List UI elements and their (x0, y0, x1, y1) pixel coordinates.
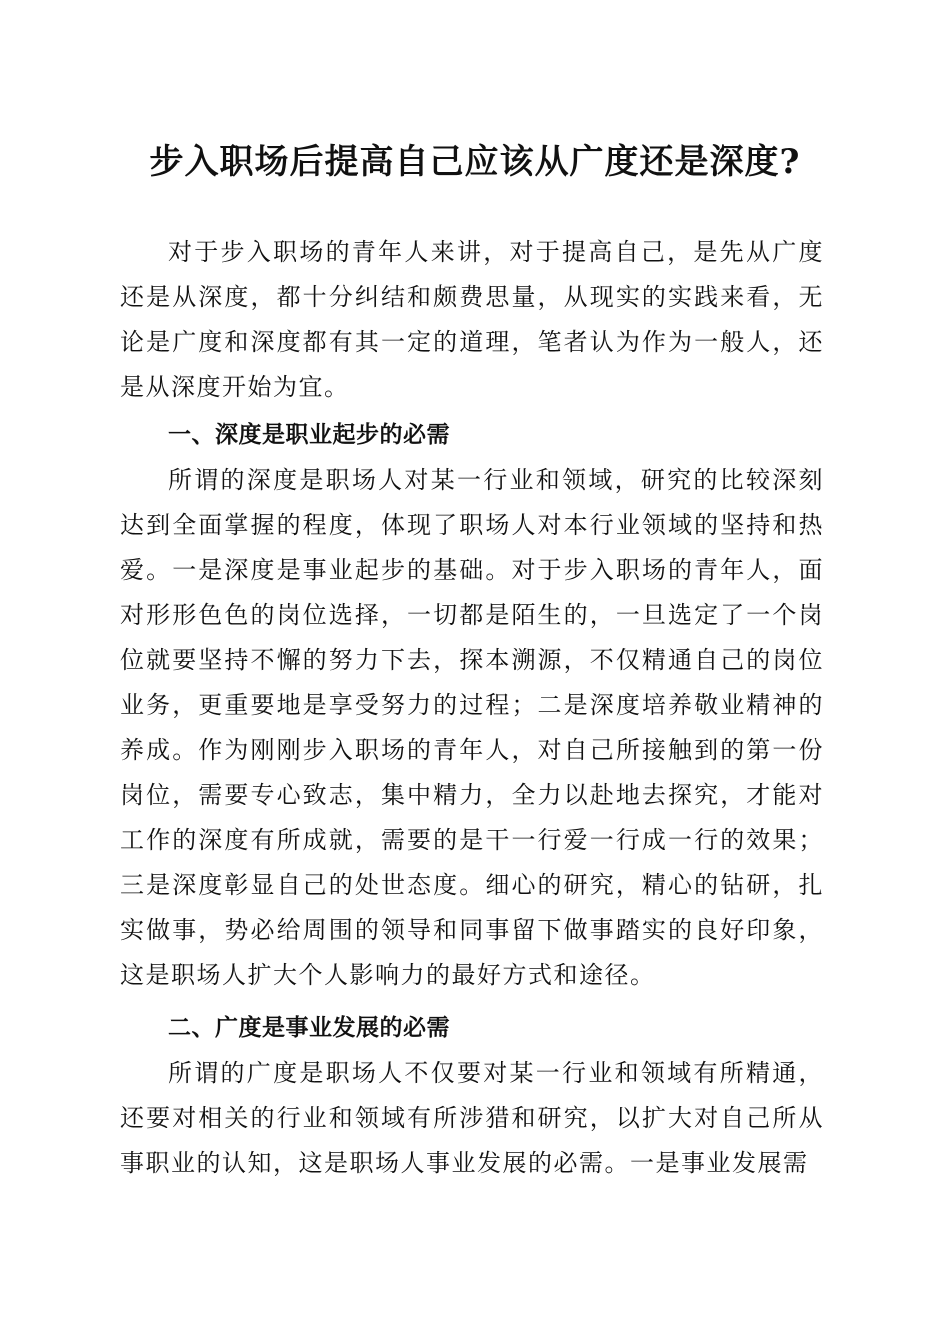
section-heading-breadth: 二、广度是事业发展的必需 (168, 1015, 450, 1041)
intro-paragraph: 对于步入职场的青年人来讲，对于提高自己，是先从广度还是从深度，都十分纠结和颇费思量，从现实的实践来看，无论是广度和深度都有其一定的道理，笔者认为作为一般人，还是从深度开始为宜。 (120, 238, 824, 401)
document-body (120, 230, 824, 1186)
section-body-breadth: 所谓的广度是职场人不仅要对某一行业和领域有所精通，还要对相关的行业和领域有所涉猎和研究，以扩大对自己所从事职业的认知，这是职场人事业发展的必需。一是事业发展需 (120, 1059, 824, 1177)
document-title: 步入职场后提高自己应该从广度还是深度? (149, 142, 801, 182)
section-body-depth: 所谓的深度是职场人对某一行业和领域，研究的比较深刻达到全面掌握的程度，体现了职场人对本行业领域的坚持和热爱。一是深度是事业起步的基础。对于步入职场的青年人，面对形形色色的岗位选择，一切都是陌生的，一旦选定了一个岗位就要坚持不懈的努力下去，探本溯源，不仅精通自己的岗位业务，更重要地是享受努力的过程；二是深度培养敬业精神的养成。作为刚刚步入职场的青年人，对自己所接触到的第一份岗位，需要专心致志，集中精力，全力以赴地去探究，才能对工作的深度有所成就，需要的是干一行爱一行成一行的效果；三是深度彰显自己的处世态度。细心的研究，精心的钻研，扎实做事，势必给周围的领导和同事留下做事踏实的良好印象，这是职场人扩大个人影响力的最好方式和途径。 (120, 466, 824, 989)
section-heading-depth: 一、深度是职业起步的必需 (168, 422, 450, 448)
